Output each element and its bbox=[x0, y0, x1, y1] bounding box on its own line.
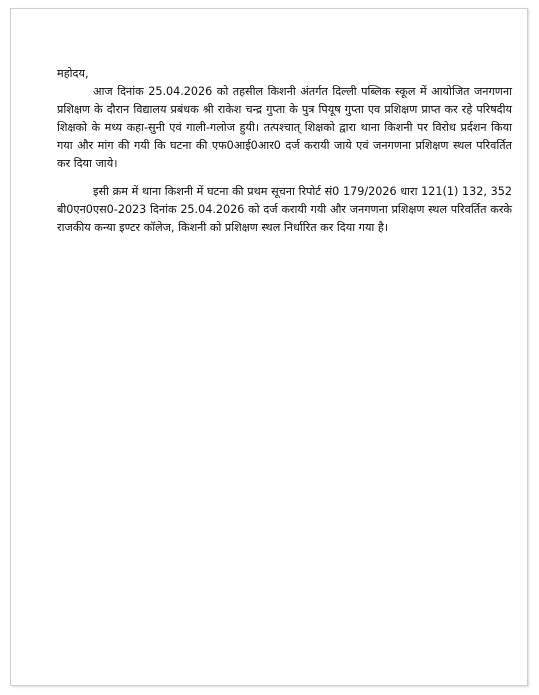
document-page bbox=[10, 8, 528, 686]
salutation: महोदय, bbox=[57, 67, 89, 80]
paragraph-fir-action: इसी क्रम में थाना किशनी में घटना की प्रथम सूचना रिपोर्ट सं0 179/2026 धारा 121(1) 132, 352 बी0एन0एस0-2023 दिनांक 25.04.2026 को दर्ज करायी गयी और जनगणना प्रशिक्षण स्थल परिवर्तित करके राजकीय कन्या इण्टर कॉलेज, किशनी को प्रशिक्षण स्थल निर्धारित कर दिया गया है। bbox=[57, 185, 512, 234]
paragraph-incident: आज दिनांक 25.04.2026 को तहसील किशनी अंतर्गत दिल्ली पब्लिक स्कूल में आयोजित जनगणना प्रशिक्षण के दौरान विद्यालय प्रबंधक श्री राकेश चन्द्र गुप्ता के पुत्र पियूष गुप्ता एव प्रशिक्षण प्राप्त कर रहे परिषदीय शिक्षको के मध्य कहा-सुनी एवं गाली-गलोज हुयी। तत्पश्चात् शिक्षको द्वारा थाना किशनी पर विरोध प्रर्दशन किया गया और मांग की गयी कि घटना की एफ0आई0आर0 दर्ज करायी जाये एवं जनगणना प्रशिक्षण स्थल परिवर्तित कर दिया जाये। bbox=[57, 85, 512, 170]
document-body bbox=[57, 65, 512, 237]
